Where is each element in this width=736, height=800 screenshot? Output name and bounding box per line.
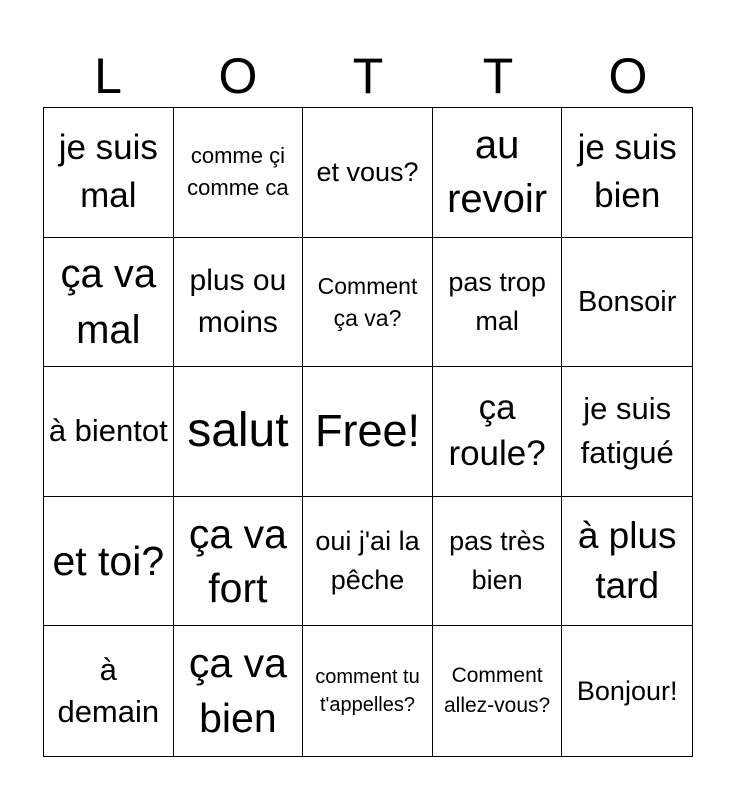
board-cell[interactable]	[433, 367, 563, 497]
cell-text: Comment allez-vous?	[443, 664, 551, 718]
header-letter: O	[218, 48, 258, 104]
board-cell[interactable]	[562, 108, 692, 238]
lotto-header	[43, 45, 693, 107]
header-letter: T	[482, 48, 514, 104]
cell-text: à bientot	[48, 413, 168, 449]
cell-text: Bonsoir	[578, 285, 677, 318]
board-cell[interactable]	[44, 626, 174, 756]
cell-text: et vous?	[316, 157, 419, 188]
header-letter: T	[352, 48, 384, 104]
board-cell[interactable]	[44, 367, 174, 497]
cell-text: je suis fatigué	[580, 391, 674, 471]
board-cell[interactable]	[174, 367, 304, 497]
cell-text: comme çi comme ca	[187, 143, 289, 201]
board-cell[interactable]	[44, 108, 174, 238]
board-cell[interactable]	[174, 626, 304, 756]
header-letter: O	[608, 48, 648, 104]
board-cell[interactable]	[44, 497, 174, 627]
cell-text: je suis bien	[577, 128, 677, 216]
cell-text: ça roule?	[448, 388, 546, 474]
board-cell[interactable]	[562, 497, 692, 627]
board-cell[interactable]	[433, 108, 563, 238]
cell-text: plus ou moins	[189, 263, 287, 339]
board-cell[interactable]	[303, 497, 433, 627]
board-cell[interactable]	[562, 238, 692, 368]
lotto-board	[43, 107, 693, 757]
cell-text: Comment ça va?	[317, 272, 418, 331]
board-cell[interactable]	[174, 497, 304, 627]
cell-text: ça va fort	[188, 511, 287, 612]
cell-text: pas très bien	[449, 526, 546, 596]
cell-text: Free!	[314, 405, 420, 457]
cell-text: à demain	[57, 652, 160, 730]
cell-text: oui j'ai la pêche	[315, 526, 420, 596]
board-cell[interactable]	[303, 238, 433, 368]
board-cell[interactable]	[433, 626, 563, 756]
header-letter: L	[94, 48, 122, 104]
cell-text: comment tu t'appelles?	[315, 666, 420, 717]
board-cell[interactable]	[303, 108, 433, 238]
board-cell[interactable]	[174, 108, 304, 238]
cell-text: ça va mal	[60, 251, 157, 352]
cell-text: et toi?	[52, 538, 165, 585]
board-cell[interactable]	[562, 626, 692, 756]
board-cell[interactable]	[562, 367, 692, 497]
board-cell[interactable]	[303, 626, 433, 756]
cell-text: je suis mal	[58, 128, 158, 216]
cell-text: salut	[187, 404, 289, 458]
cell-text: au revoir	[447, 123, 548, 222]
cell-text: à plus tard	[577, 515, 677, 607]
cell-text: pas trop mal	[448, 266, 546, 336]
board-cell[interactable]	[433, 497, 563, 627]
board-cell[interactable]	[174, 238, 304, 368]
cell-text: ça va bien	[188, 640, 287, 742]
board-cell[interactable]	[303, 367, 433, 497]
cell-text: Bonjour!	[576, 676, 678, 707]
board-cell[interactable]	[433, 238, 563, 368]
board-cell[interactable]	[44, 238, 174, 368]
